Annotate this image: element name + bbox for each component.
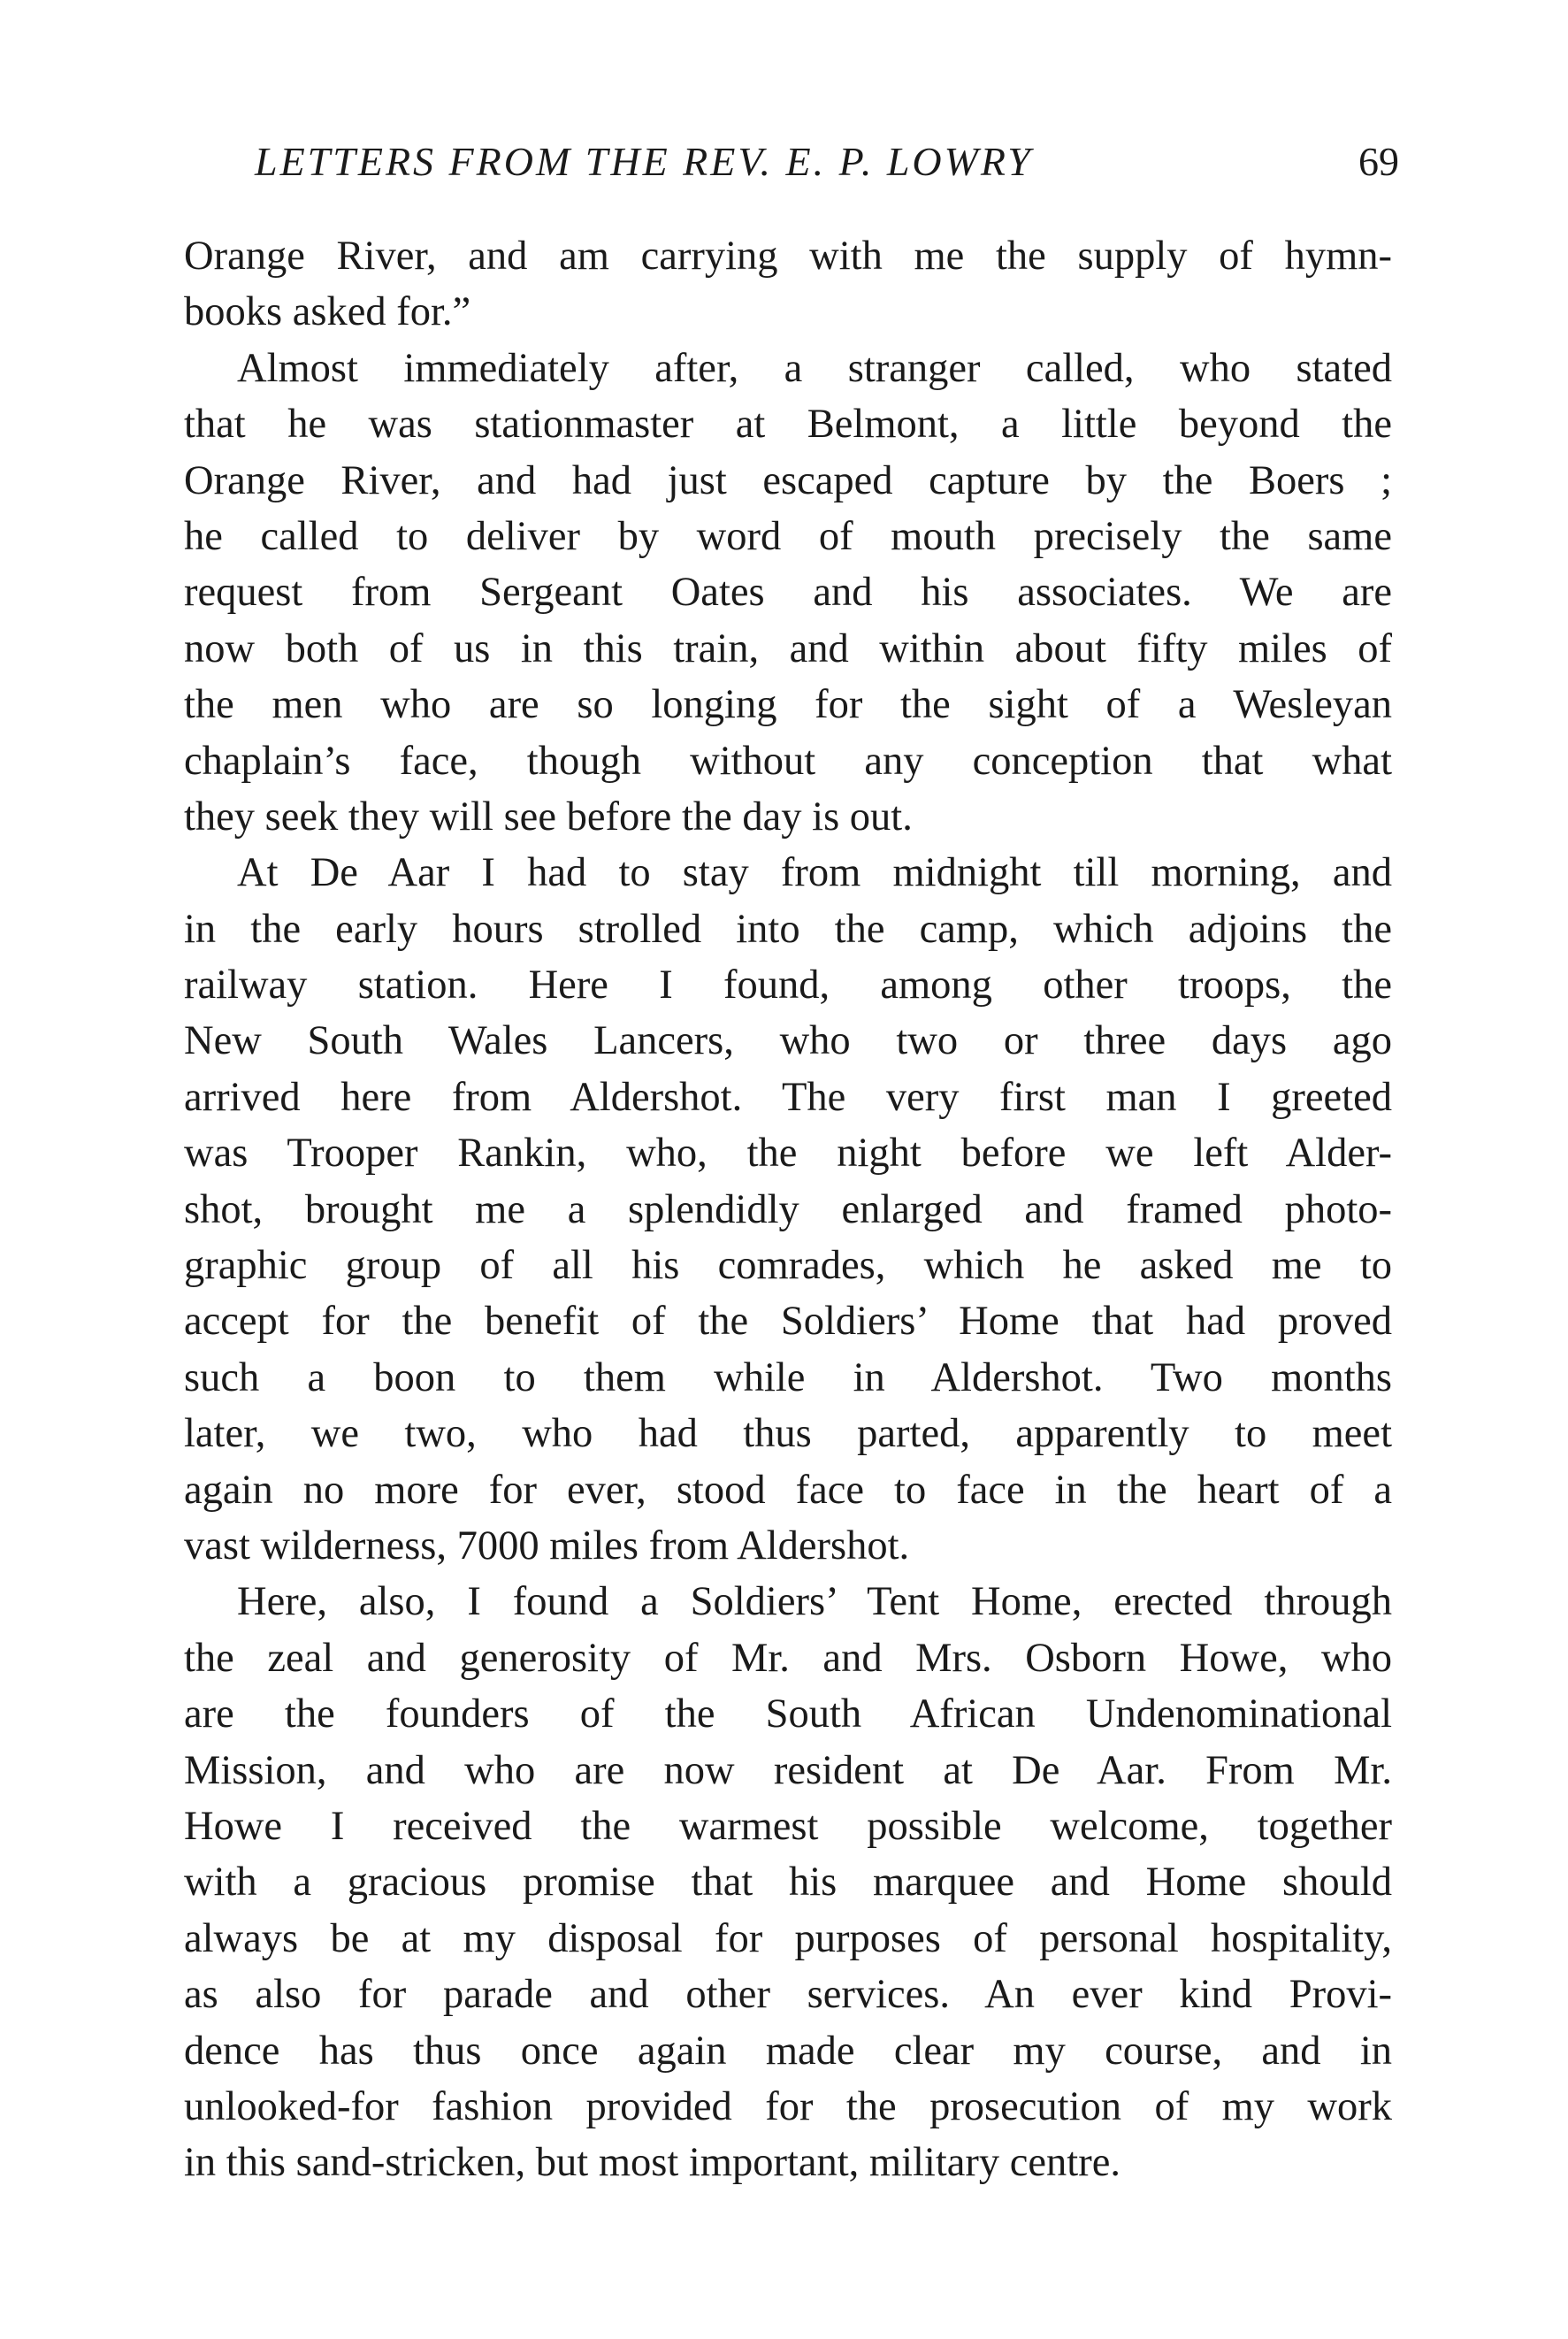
body-text xyxy=(184,228,1392,2191)
text-line: shot, brought me a splendidly enlarged and framed photo- xyxy=(184,1186,1392,1232)
text-line: Howe I received the warmest possible welcome, together xyxy=(184,1803,1392,1849)
text-line: graphic group of all his comrades, which he asked me to xyxy=(184,1243,1392,1289)
text-line: arrived here from Aldershot. The very first man I greeted xyxy=(184,1074,1392,1120)
paragraph-3 xyxy=(184,845,1392,1574)
text-line: chaplain’s face, though without any conception that what xyxy=(184,738,1392,784)
text-line: books asked for.” xyxy=(184,289,471,335)
text-line: again no more for ever, stood face to face in the heart of a xyxy=(184,1467,1392,1513)
text-line: Orange River, and had just escaped capture by the Boers ; xyxy=(184,457,1392,503)
text-line: vast wilderness, 7000 miles from Aldershot. xyxy=(184,1522,910,1568)
text-line: are the founders of the South African Undenominational xyxy=(184,1691,1392,1737)
text-line: Mission, and who are now resident at De Aar. From Mr. xyxy=(184,1747,1392,1793)
running-title: LETTERS FROM THE REV. E. P. LOWRY xyxy=(255,139,1033,184)
text-line: the zeal and generosity of Mr. and Mrs. Osborn Howe, who xyxy=(184,1635,1392,1681)
text-line: such a boon to them while in Aldershot. Two months xyxy=(184,1354,1392,1400)
text-line: he called to deliver by word of mouth precisely the same xyxy=(184,513,1392,559)
text-line: At De Aar I had to stay from midnight till morning, and xyxy=(237,850,1392,896)
text-line: with a gracious promise that his marquee and Home should xyxy=(184,1860,1392,1906)
text-line: that he was stationmaster at Belmont, a little beyond the xyxy=(184,402,1392,448)
paragraph-1 xyxy=(184,228,1392,341)
text-line: unlooked-for fashion provided for the prosecution of my work xyxy=(184,2083,1392,2129)
text-line: always be at my disposal for purposes of personal hospitality, xyxy=(184,1915,1392,1961)
text-line: Almost immediately after, a stranger called, who stated xyxy=(237,345,1392,391)
text-line: now both of us in this train, and within about fifty miles of xyxy=(184,625,1392,671)
text-line: in this sand-stricken, but most important, military centre. xyxy=(184,2140,1121,2186)
running-head xyxy=(184,131,1399,193)
text-line: Orange River, and am carrying with me the supply of hymn- xyxy=(184,234,1392,279)
text-line: they seek they will see before the day is out. xyxy=(184,794,913,840)
text-line: was Trooper Rankin, who, the night before we left Alder- xyxy=(184,1131,1392,1177)
text-line: Here, also, I found a Soldiers’ Tent Home, erected through xyxy=(237,1579,1392,1625)
text-line: the men who are so longing for the sight of a Wesleyan xyxy=(184,682,1392,728)
text-line: in the early hours strolled into the camp, which adjoins the xyxy=(184,906,1392,952)
text-line: accept for the benefit of the Soldiers’ Home that had proved xyxy=(184,1299,1392,1345)
paragraph-2 xyxy=(184,341,1392,846)
text-line: as also for parade and other services. An ever kind Provi- xyxy=(184,1972,1392,2018)
paragraph-4 xyxy=(184,1574,1392,2190)
text-line: later, we two, who had thus parted, apparently to meet xyxy=(184,1411,1392,1457)
text-line: dence has thus once again made clear my course, and in xyxy=(184,2028,1392,2074)
text-line: railway station. Here I found, among other troops, the xyxy=(184,962,1392,1008)
page-number: 69 xyxy=(1358,139,1399,184)
text-line: New South Wales Lancers, who two or three days ago xyxy=(184,1018,1392,1064)
text-line: request from Sergeant Oates and his associates. We are xyxy=(184,570,1392,616)
